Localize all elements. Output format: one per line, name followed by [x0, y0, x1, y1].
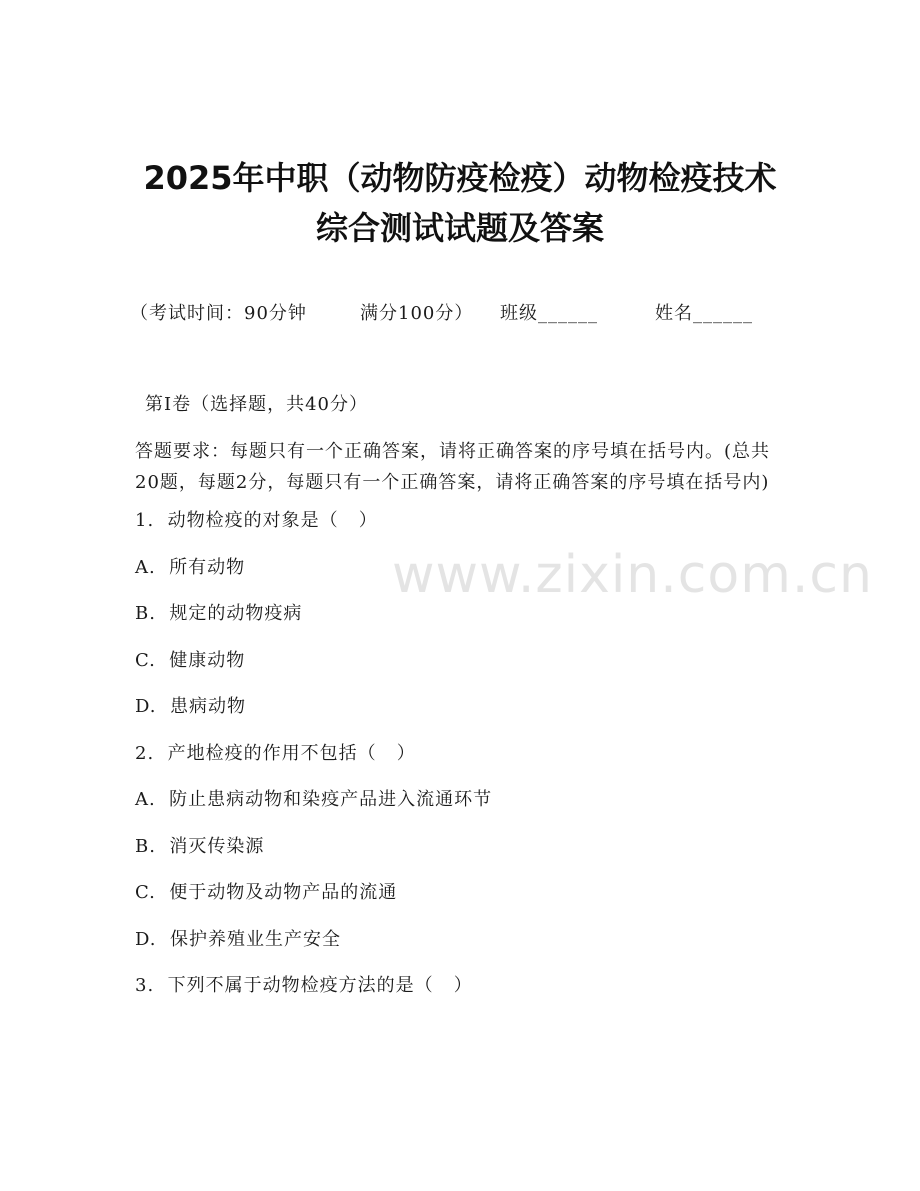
watermark: www.zixin.com.cn [392, 545, 873, 605]
option-c: C. 便于动物及动物产品的流通 [135, 882, 398, 903]
option-d: D. 患病动物 [135, 696, 246, 717]
class-field: 班级______ [500, 303, 598, 324]
exam-time: （考试时间：90分钟 [130, 303, 307, 324]
option-a: A. 所有动物 [135, 556, 246, 578]
question-stem: 1. 动物检疫的对象是（ ） [135, 510, 378, 531]
answer-instructions: 答题要求：每题只有一个正确答案，请将正确答案的序号填在括号内。(总共20题，每题2分，每题只有一个正确答案，请将正确答案的序号填在括号内) [135, 441, 771, 493]
question-3 [135, 971, 785, 1001]
question-stem: 3. 下列不属于动物检疫方法的是（ ） [135, 975, 473, 996]
document-body [135, 390, 785, 1018]
question-1 [135, 506, 785, 722]
question-2 [135, 739, 785, 955]
name-field: 姓名______ [655, 303, 753, 324]
option-a: A. 防止患病动物和染疫产品进入流通环节 [135, 789, 493, 810]
question-stem: 2. 产地检疫的作用不包括（ ） [135, 742, 416, 764]
option-b: B. 消灭传染源 [135, 835, 265, 857]
section-heading: 第Ⅰ卷（选择题，共40分） [145, 394, 369, 415]
document-title-line-1: 2025年中职（动物防疫检疫）动物检疫技术 [143, 159, 777, 197]
exam-full-score: 满分100分） [360, 303, 474, 324]
document-title-line-2: 综合测试试题及答案 [315, 209, 604, 247]
exam-info-line [130, 300, 753, 328]
option-d: D. 保护养殖业生产安全 [135, 928, 341, 950]
option-b: B. 规定的动物疫病 [135, 603, 303, 624]
option-c: C. 健康动物 [135, 649, 246, 671]
